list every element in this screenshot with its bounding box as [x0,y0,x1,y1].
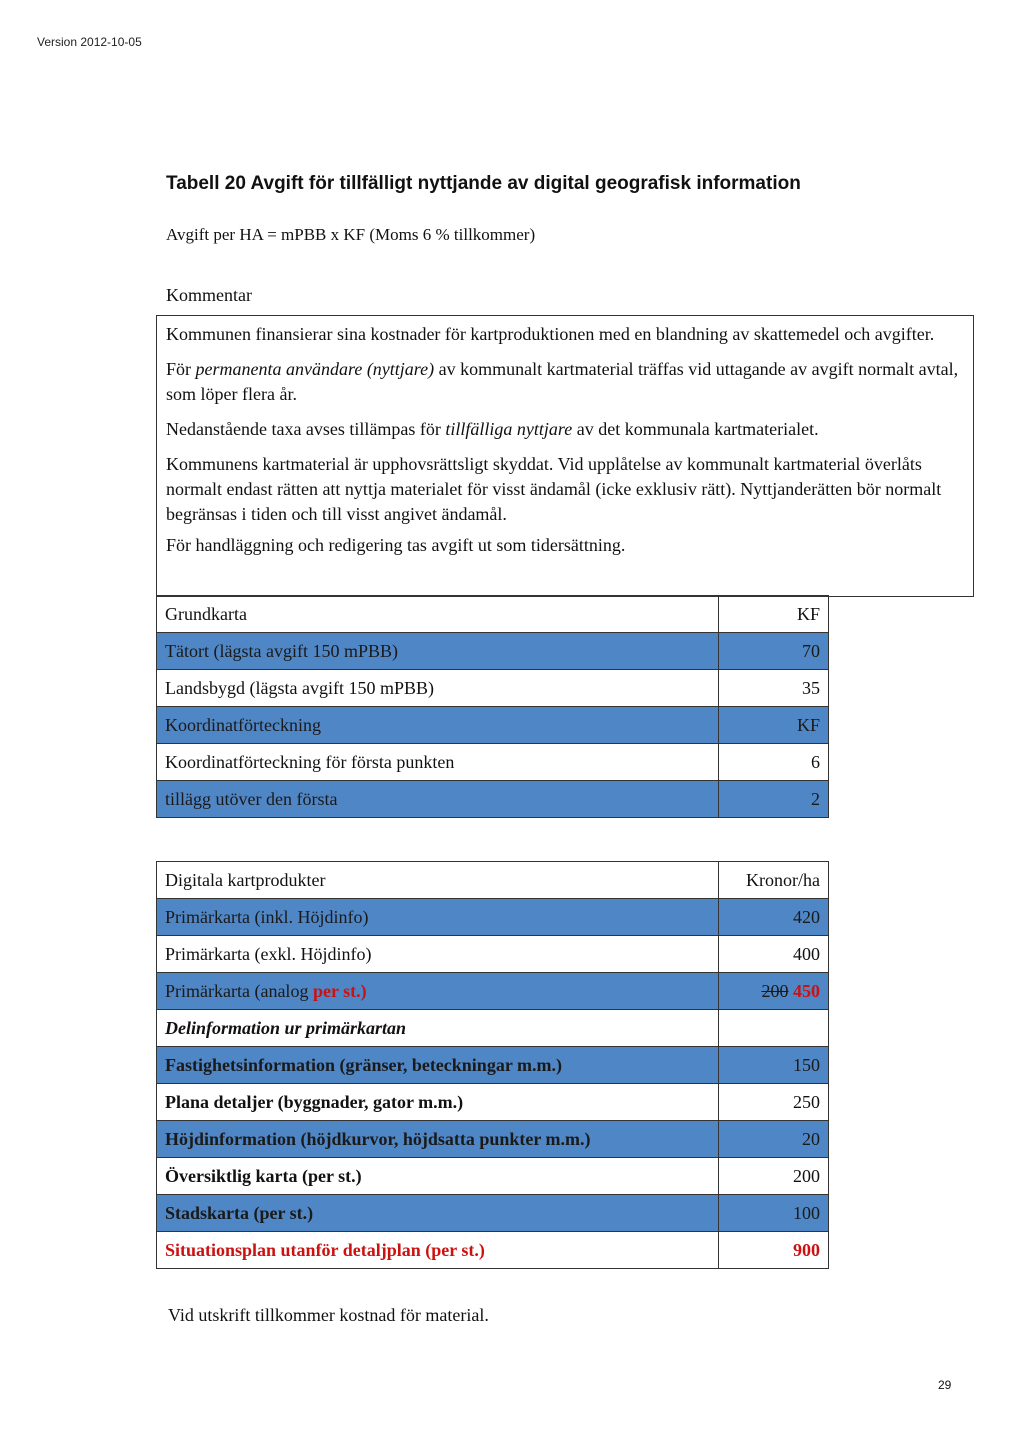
comment-paragraph: Kommunens kartmaterial är upphovsrättsligt skyddat. Vid upplåtelse av kommunalt kartmaterial överlåts normalt endast rätten att nyttja materialet för visst ändamål (icke exklusiv rätt). Nyttjanderätten bör normalt begränsas i tiden och till visst angivet ändamål. [166,454,942,524]
table-row [157,1195,829,1232]
comment-emphasis: permanenta användare (nyttjare) [195,359,435,379]
row-label: Primärkarta (exkl. Höjdinfo) [157,936,719,973]
table-row [157,1158,829,1195]
comment-text: För [166,359,196,379]
comment-box [156,315,974,597]
table-title: Tabell 20 Avgift för tillfälligt nyttjande av digital geografisk information [166,173,801,194]
row-value: 420 [719,899,829,936]
comment-paragraph [166,357,964,407]
row-value: 6 [719,744,829,781]
table-row [157,744,829,781]
row-value: 150 [719,1047,829,1084]
section-label: Delinformation ur primärkartan [157,1010,719,1047]
comment-paragraph: Kommunen finansierar sina kostnader för kartproduktionen med en blandning av skattemedel och avgifter. [166,324,935,344]
comment-paragraph: För handläggning och redigering tas avgift ut som tidersättning. [166,535,626,555]
row-value: 900 [719,1232,829,1269]
table-row [157,1232,829,1269]
table-section-row [157,1010,829,1047]
comment-emphasis: tillfälliga nyttjare [445,419,573,439]
table-row [157,1121,829,1158]
row-label: Koordinatförteckning för första punkten [157,744,719,781]
version-label: Version 2012-10-05 [37,35,142,49]
header-value: Kronor/ha [719,862,829,899]
row-label: Höjdinformation (höjdkurvor, höjdsatta punkter m.m.) [157,1121,719,1158]
comment-text: av det kommunala kartmaterialet. [572,419,819,439]
row-label: Plana detaljer (byggnader, gator m.m.) [157,1084,719,1121]
row-label: Fastighetsinformation (gränser, beteckningar m.m.) [157,1047,719,1084]
row-value: 2 [719,781,829,818]
row-value: 20 [719,1121,829,1158]
row-label: Situationsplan utanför detaljplan (per st.) [157,1232,719,1269]
row-value: KF [719,707,829,744]
grundkarta-table [156,595,829,818]
row-label: tillägg utöver den första [157,781,719,818]
table-row [157,596,829,633]
row-label-text: Primärkarta (analog [165,980,313,1001]
row-value: 200 [719,1158,829,1195]
comment-paragraph [166,417,964,442]
table-row [157,670,829,707]
row-label: Koordinatförteckning [157,707,719,744]
row-label: Stadskarta (per st.) [157,1195,719,1232]
row-value: 400 [719,936,829,973]
table-row [157,707,829,744]
row-value: 70 [719,633,829,670]
row-label: Översiktlig karta (per st.) [157,1158,719,1195]
footer-note: Vid utskrift tillkommer kostnad för material. [168,1305,489,1325]
row-label: Primärkarta (inkl. Höjdinfo) [157,899,719,936]
fee-formula: Avgift per HA = mPBB x KF (Moms 6 % tillkommer) [166,225,536,244]
row-value: 35 [719,670,829,707]
row-label: Grundkarta [157,596,719,633]
table-row [157,781,829,818]
row-value: 250 [719,1084,829,1121]
comment-text: Nedanstående taxa avses tillämpas för [166,419,446,439]
row-value [719,973,829,1010]
row-value-empty [719,1010,829,1047]
row-value: 100 [719,1195,829,1232]
row-value: KF [719,596,829,633]
comment-text: av kommunalt kartmaterial träffas vid uttagande av avgift normalt avtal, som löper flera år. [166,359,959,404]
row-label-change: per st.) [312,980,367,1001]
table-row [157,1047,829,1084]
table-row [157,936,829,973]
table-row [157,899,829,936]
table-row [157,633,829,670]
old-value: 200 [761,980,789,1001]
new-value: 450 [793,980,820,1001]
table-row [157,1084,829,1121]
table-row [157,973,829,1010]
page-number: 29 [938,1378,952,1392]
row-label: Landsbygd (lägsta avgift 150 mPBB) [157,670,719,707]
table-header-row [157,862,829,899]
row-label [157,973,719,1010]
digital-products-table [156,861,829,1269]
row-label: Tätort (lägsta avgift 150 mPBB) [157,633,719,670]
comment-label: Kommentar [166,285,252,305]
header-label: Digitala kartprodukter [157,862,719,899]
